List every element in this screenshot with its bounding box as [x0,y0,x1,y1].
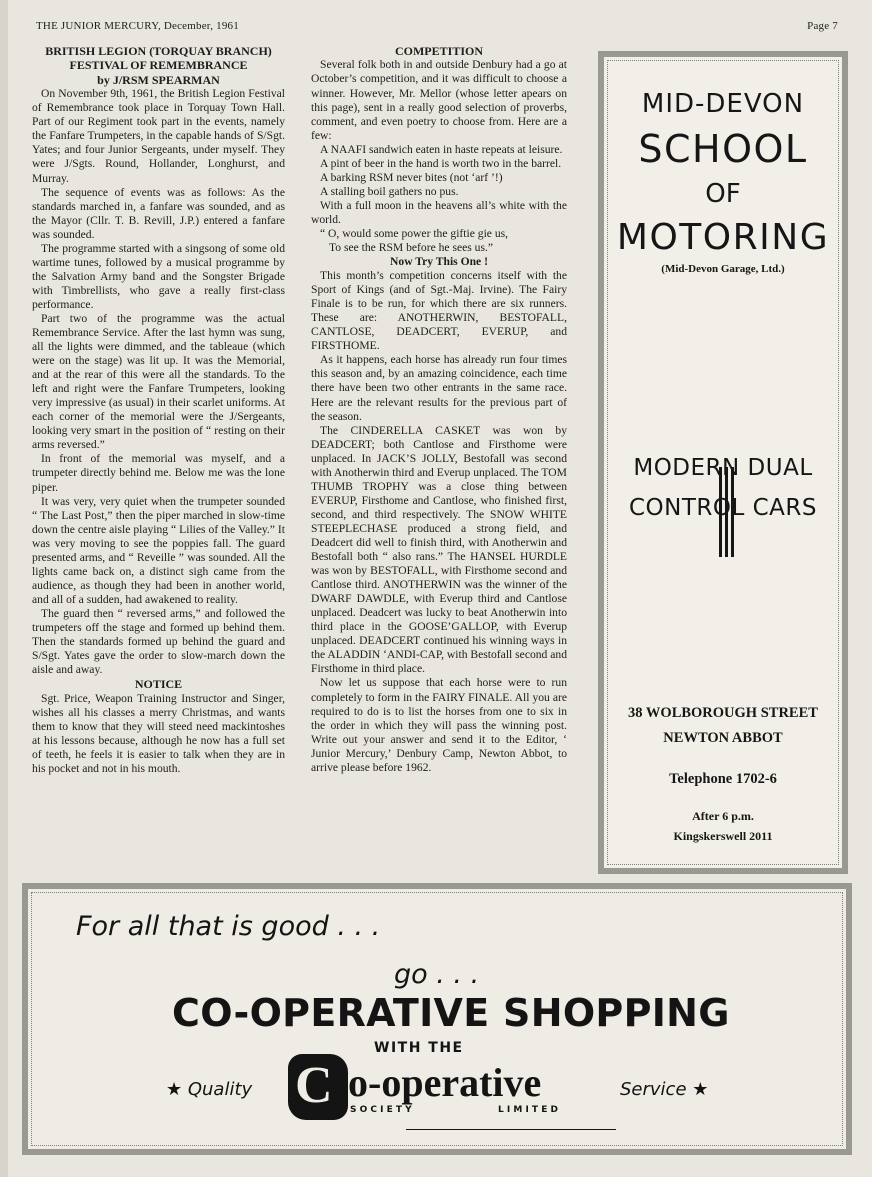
logo-society: S O C I E T Y [350,1105,412,1115]
ad-address-town: NEWTON ABBOT [663,730,783,746]
paragraph: On November 9th, 1961, the British Legion Festival of Remembrance took place in Torquay Town Hall. Part of our Regiment took part in the events, namely the Fanfare Trumpeters, in the capable hands of S/Sgt. Yates; and four Junior Sergeants, under myself. They were J/Sgts. Round, Hollander, Longhurst, and Murray. [32,87,285,185]
ad-quality: ★ Quality [166,1079,253,1100]
verse-line: To see the RSM before he sees us.” [329,241,494,255]
ad-line-with-the: WITH THE [374,1040,464,1056]
paragraph: Now let us suppose that each horse were to run completely to form in the FAIRY FINALE. All you are required to do is to list the horses from one to six in the order in which they will pass the winning post. Write out your answer and send it to the Editor, ‘ Junior Mercury,’ Denbury Camp, Newton Abbot, to arrive please before 1962. [311,676,567,774]
article-title-2: FESTIVAL OF REMEMBRANCE [69,58,248,73]
paragraph: The guard then “ reversed arms,” and followed the trumpeters off the stage and formed up behind them. Then the standards formed up behind the guard and S/Sgt. Yates gave the order to slow-march down the aisle and away. [32,606,285,677]
competition-title: COMPETITION [394,44,483,58]
ad-line-control-cars: CONTROL CARS [628,495,817,521]
ad-line-of: OF [705,179,741,209]
ad-service: Service ★ [620,1079,709,1100]
ad-line-motoring: MOTORING [616,217,830,258]
co-op-logo-block [288,1054,348,1120]
co-op-logo-letter: C [295,1057,333,1114]
logo-limited: L I M I T E D [498,1105,558,1115]
ad-line-go: go . . . [394,959,480,990]
competition-subtitle: Now Try This One ! [390,255,488,269]
legion-article [32,44,285,776]
ad-line-school: SCHOOL [638,127,808,171]
proverb: With a full moon in the heavens all’s white with the world. [311,198,567,226]
paragraph: Several folk both in and outside Denbury had a go at October’s competition, and it was difficult to choose a winner. However, Mr. Mellor (whose letter apears on this page), sent in a really good selection of proverbs, comment, and even poetry to choose from. Here are a few: [311,58,567,142]
page-number: Page 7 [807,20,838,32]
co-operative-ad [22,883,852,1155]
proverb: A pint of beer in the hand is worth two in the barrel. [320,156,562,170]
proverb: A barking RSM never bites (not ‘arf ’!) [320,170,503,184]
ad-after-hours: After 6 p.m. [692,809,754,823]
ad-address-street: 38 WOLBOROUGH STREET [628,705,818,721]
paragraph: This month’s competition concerns itself with the Sport of Kings (and of Sgt.-Maj. Irvine). The Fairy Finale is to be run, for which there are six runners. These are: ANOTHERWIN, BESTOFALL, CANTLOSE, DEADCERT, EVERUP, and FIRSTHOME. [311,269,567,353]
proverb: A stalling boil gathers no pus. [320,184,459,198]
publication-line: THE JUNIOR MERCURY, December, 1961 [36,20,239,32]
notice-title: NOTICE [134,677,183,692]
co-op-logo-wordmark: o-operative [348,1060,542,1105]
paragraph: Part two of the programme was the actual Remembrance Service. After the last hymn was sung, all the lights were dimmed, and the tableaue (which were on the stage) was lit up. It was the Memorial, and at the rear of this were all the standards. To the left and right were the Fanfare Trumpeters, looking very impressive (as usual) in their scarlet uniforms. At each corner of the memorial were the J/Sergeants, looking very smart in the position of “ resting on their arms reversed.” [32,311,285,452]
ad-line-mid-devon: MID-DEVON [641,89,805,119]
ad-garage-name: (Mid-Devon Garage, Ltd.) [661,263,785,275]
paragraph: As it happens, each horse has already run four times this season and, by an amazing coincidence, each time there have been two other entrants in the same race. Here are the relevant results for the previous part of the season. [311,353,567,423]
logo-underline [406,1129,616,1130]
paragraph: The CINDERELLA CASKET was won by DEADCERT; both Cantlose and Firsthome were unplaced. In JACK’S JOLLY, Bestofall was second with Anotherwin third and Everup unplaced. The TOM THUMB TROPHY was a close thing between EVERUP, Firsthome and Cantlose, who finished first, second, and third respectively. The SNOW WHITE STEEPLECHASE produced a strong field, and Deadcert did well to finish third, with Anotherwin and Bestofall both “ also rans.” The HANSEL HURDLE was won by BESTOFALL, with Firsthome second and Cantlose third. ANOTHERWIN was the winner of the DWARF DAWDLE, with Everup third and Cantlose unplaced. Deadcert was lucky to beat Anotherwin into third place in the GOOSE’GALLOP, with Everup unplaced. DEADCERT continued his winning ways in the ALADDIN ‘ANDI-CAP, with Bestofall second and Firsthome in third place. [311,423,567,676]
paragraph: The sequence of events was as follows: As the standards marched in, a fanfare was sounded, and as the Mayor (Cllr. T. B. Revill, J.P.) entered a fanfare was sounded. [32,185,285,241]
article-title-1: BRITISH LEGION (TORQUAY BRANCH) [45,44,272,58]
paragraph: The programme started with a singsong of some old wartime tunes, followed by a musical programme by the Salvation Army band and the Songster Brigade with Timbrellists, who gave a really first-class performance. [32,241,285,311]
paragraph: It was very, very quiet when the trumpeter sounded “ The Last Post,” then the piper marched in slow-time down the centre aisle playing “ Lilies of the Valley.” It was very moving to see the poppies fall. The guard presented arms, and “ Reveille ” was sounded. All the lights came back on, a distinct sigh came from the audience, as though they had been in another world, and all of a sudden, had awakened to reality. [32,494,285,606]
ad-line-modern-dual: MODERN DUAL [633,455,813,481]
page-edge-shadow [0,0,8,1177]
article-byline: by J/RSM SPEARMAN [97,72,220,87]
ad-telephone: Telephone 1702-6 [669,771,777,787]
proverb: A NAAFI sandwich eaten in haste repeats at leisure. [320,142,563,156]
ad-line-co-operative-shopping: CO-OPERATIVE SHOPPING [172,991,730,1035]
paragraph: In front of the memorial was myself, and a trumpeter directly behind me. Below me was the lone piper. [32,452,285,494]
notice-paragraph: Sgt. Price, Weapon Training Instructor and Singer, wishes all his classes a merry Christmas, and wants them to know that they will steed need mackintoshes at his lessons because, although he now has a full set of teeth, he feels it is easier to talk when they are in his pocket and not in his mouth. [32,691,285,775]
motoring-school-ad [598,51,848,874]
verse-line: “ O, would some power the giftie gie us, [320,226,509,240]
page-header [36,20,838,36]
ad-line-all-that-is-good: For all that is good . . . [76,911,381,942]
ad-telephone-evening: Kingskerswell 2011 [673,829,773,843]
competition-article [311,44,567,775]
